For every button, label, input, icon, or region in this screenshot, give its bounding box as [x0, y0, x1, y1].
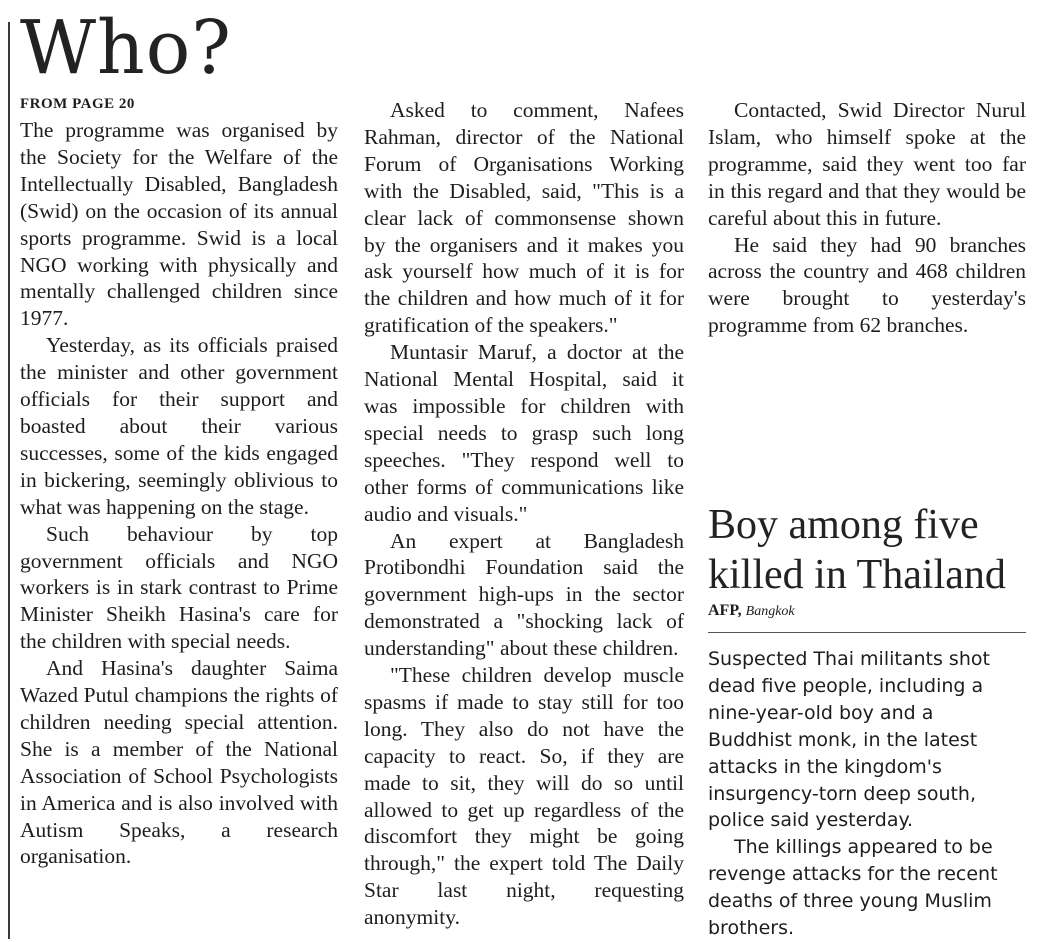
second-headline: Boy among five killed in Thailand — [708, 502, 1006, 598]
main-paragraph-9: Contacted, Swid Director Nurul Islam, who himself spoke at the programme, said they went too far in this regard and that they would be careful about this in future. — [708, 98, 1026, 230]
main-paragraph-2: Yesterday, as its officials praised the minister and other government officials for their support and boasted about their various successes, some of the kids engaged in bickering, seemingly oblivious to what was happening on the stage. — [20, 333, 338, 519]
byline — [708, 602, 795, 620]
main-headline: Who? — [20, 5, 232, 91]
main-paragraph-5: Asked to comment, Nafees Rahman, director of the National Forum of Organisations Working with the Disabled, said, "This is a clear lack of commonsense shown by the organisers and it makes you ask yourself how much of it is for the children and how much of it for gratification of the speakers." — [364, 98, 684, 338]
column-rule — [8, 22, 10, 939]
byline-dateline: Bangkok — [745, 604, 795, 619]
main-paragraph-1: The programme was organised by the Society for the Welfare of the Intellectually Disabled, Bangladesh (Swid) on the occasion of its annual sports programme. Swid is a local NGO working with physically and mentally challenged children since 1977. — [20, 118, 338, 331]
second-story-body — [708, 646, 1008, 942]
main-story-column-1 — [20, 117, 338, 870]
main-story-column-3 — [708, 97, 1026, 339]
main-paragraph-6: Muntasir Maruf, a doctor at the National Mental Hospital, said it was impossible for children with special needs to grasp such long speeches. "They respond well to other forms of communications like audio and visuals." — [364, 340, 684, 526]
byline-divider — [708, 632, 1026, 633]
main-paragraph-3: Such behaviour by top government officials and NGO workers is in stark contrast to Prime Minister Sheikh Hasina's care for the children with special needs. — [20, 521, 338, 654]
main-story-column-2 — [364, 97, 684, 931]
second-paragraph-1: Suspected Thai militants shot dead five people, including a nine-year-old boy and a Buddhist monk, in the latest attacks in the kingdom's insurgency-torn deep south, police said yesterday. — [708, 648, 990, 832]
main-paragraph-7: An expert at Bangladesh Protibondhi Foundation said the government high-ups in the sector demonstrated a "shocking lack of understanding" about these children. — [364, 528, 684, 661]
main-paragraph-4: And Hasina's daughter Saima Wazed Putul champions the rights of children needing special attention. She is a member of the National Association of School Psychologists in America and is also involved with Autism Speaks, a research organisation. — [20, 656, 338, 869]
main-paragraph-8: "These children develop muscle spasms if made to stay still for too long. They also do not have the capacity to react. So, if they are made to sit, they will do so until allowed to get up regardless of the discomfort they might be going through," the expert told The Daily Star last night, requesting anonymity. — [364, 663, 684, 930]
continuation-kicker: FROM PAGE 20 — [20, 96, 135, 112]
byline-agency: AFP, — [708, 602, 742, 619]
main-paragraph-10: He said they had 90 branches across the country and 468 children were brought to yesterday's programme from 62 branches. — [708, 232, 1026, 338]
second-paragraph-2: The killings appeared to be revenge attacks for the recent deaths of three young Muslim brothers. — [708, 836, 998, 940]
